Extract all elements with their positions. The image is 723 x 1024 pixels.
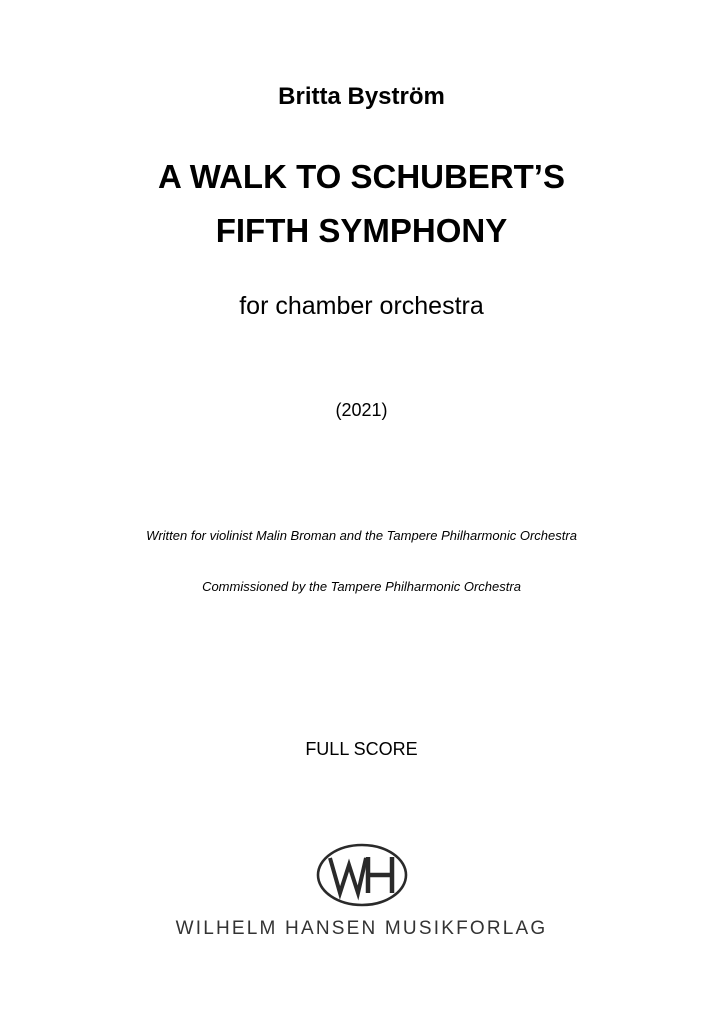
instrumentation-subtitle: for chamber orchestra: [239, 292, 484, 320]
publisher-name: WILHELM HANSEN MUSIKFORLAG: [175, 918, 548, 939]
composer-name: Britta Byström: [278, 83, 445, 110]
score-type-label: FULL SCORE: [305, 739, 418, 759]
work-title-line-2: FIFTH SYMPHONY: [215, 212, 508, 249]
dedication-note: Written for violinist Malin Broman and the Tampere Philharmonic Orchestra: [146, 528, 577, 543]
work-title-line-1: A WALK TO SCHUBERT’S: [157, 158, 565, 195]
commission-note: Commissioned by the Tampere Philharmonic Orchestra: [202, 579, 521, 594]
work-title: [0, 150, 723, 258]
publisher-logo-icon: [316, 843, 408, 907]
composition-year: (2021): [335, 400, 388, 420]
